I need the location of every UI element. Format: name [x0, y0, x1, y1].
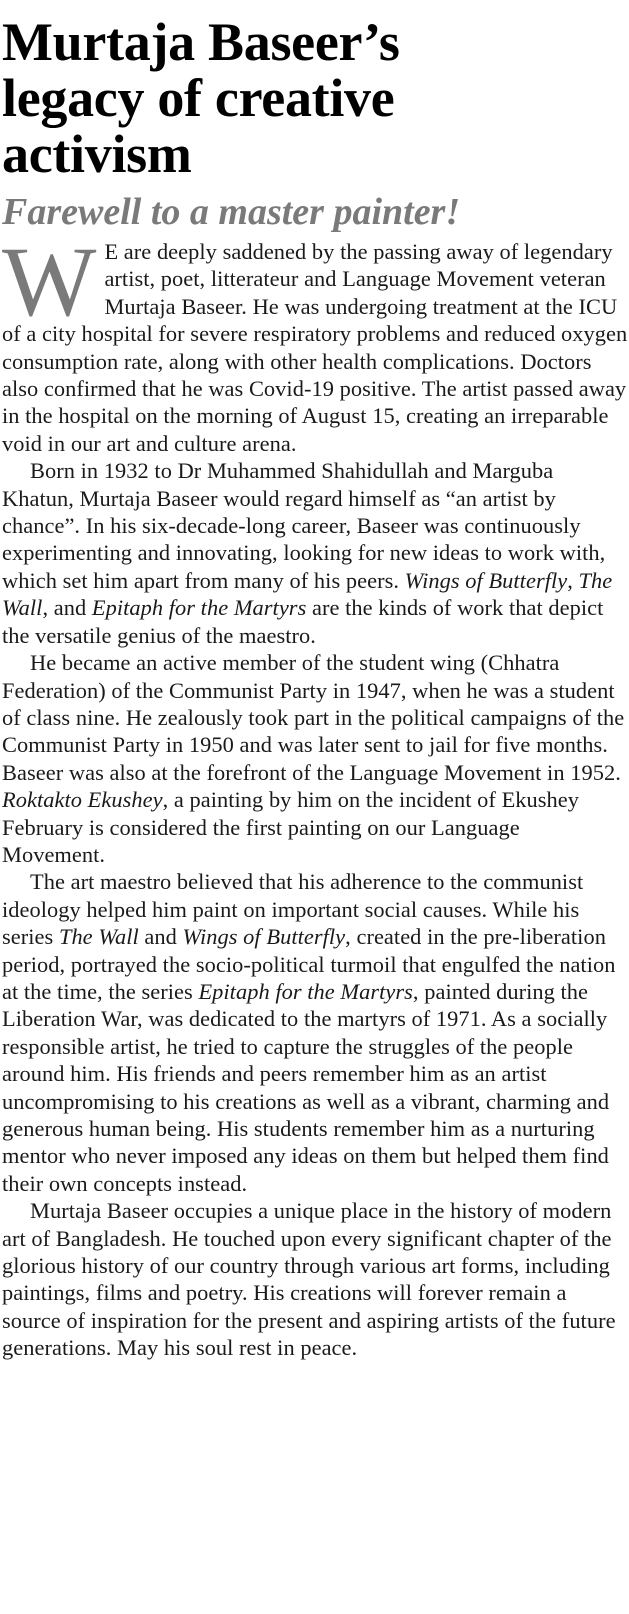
subheadline: Farewell to a master painter!	[2, 191, 461, 233]
paragraph-text	[2, 458, 612, 647]
paragraph-text	[2, 1198, 616, 1360]
headline-line: activism	[2, 124, 192, 184]
work-title: Wings of Butterfly	[404, 567, 568, 593]
paragraph-0	[2, 226, 628, 457]
work-title: The Wall	[58, 924, 139, 950]
text-run: The art maestro believed that his adherence to the communist ideology helped him paint on important social causes. While his series	[2, 869, 584, 950]
text-run: , painted during the Liberation War, was dedicated to the martyrs of 1971. As a socially responsible artist, he tried to capture the struggles of the people around him. His friends and peers remember him as an artist uncompromising to his creations as well as a vibrant, charming and generous human being. His students remember him as a nurturing mentor who never imposed any ideas on them but helped them find their own concepts instead.	[2, 978, 610, 1196]
drop-cap: W	[2, 226, 97, 337]
paragraph-text	[2, 650, 624, 867]
headline-line: legacy of creative	[2, 68, 395, 128]
article-body	[2, 226, 628, 1362]
text-run: Murtaja Baseer occupies a unique place in the history of modern art of Bangladesh. He touched upon every significant chapter of the glorious history of our country through various art forms, including paintings, films and poetry. His creations will forever remain a source of inspiration for the present and aspiring artists of the future generations. May his soul rest in peace.	[2, 1198, 616, 1361]
headline	[2, 14, 628, 182]
work-title: The Wall	[2, 567, 613, 621]
paragraph-1	[2, 457, 628, 649]
paragraph-4	[2, 1197, 628, 1361]
paragraph-text	[2, 869, 615, 1195]
article	[2, 0, 628, 1362]
text-run: Born in 1932 to Dr Muhammed Shahidullah and Marguba Khatun, Murtaja Baseer would regard himself as “an artist by chance”. In his six-decade-long career, Baseer was continuously experimenting and innovating, looking for new ideas to work with, which set him apart from many of his peers.	[2, 458, 606, 593]
work-title: Epitaph for the Martyrs	[91, 595, 307, 621]
headline-line: Murtaja Baseer’s	[2, 12, 400, 72]
text-run: and	[138, 924, 183, 950]
paragraph-2	[2, 649, 628, 868]
text-run: E are deeply saddened by the passing away of legendary artist, poet, litterateur and Language Movement veteran Murtaja Baseer. He was undergoing treatment at the ICU of a city hospital for severe respiratory problems and reduced oxygen consumption rate, along with other health complications. Doctors also confirmed that he was Covid-19 positive. The artist passed away in the hospital on the morning of August 15, creating an irreparable void in our art and culture arena.	[2, 239, 628, 456]
paragraph-3	[2, 868, 628, 1197]
text-run: are the kinds of work that depict the versatile genius of the maestro.	[2, 595, 604, 648]
text-run: , a painting by him on the incident of Ekushey February is considered the first painting on our Language Movement.	[2, 787, 580, 867]
work-title: Wings of Butterfly	[182, 924, 346, 950]
work-title: Epitaph for the Martyrs	[198, 978, 413, 1004]
text-run: ,	[567, 567, 579, 593]
text-run: , created in the pre-liberation period, portrayed the socio-political turmoil that engulfed the nation at the time, the series	[2, 924, 616, 1004]
text-run: , and	[42, 595, 92, 621]
work-title: Roktakto Ekushey	[2, 787, 163, 813]
text-run: He became an active member of the student wing (Chhatra Federation) of the Communist Party in 1947, when he was a student of class nine. He zealously took part in the political campaigns of the Communist Party in 1950 and was later sent to jail for five months. Baseer was also at the forefront of the Language Movement in 1952.	[2, 650, 625, 785]
